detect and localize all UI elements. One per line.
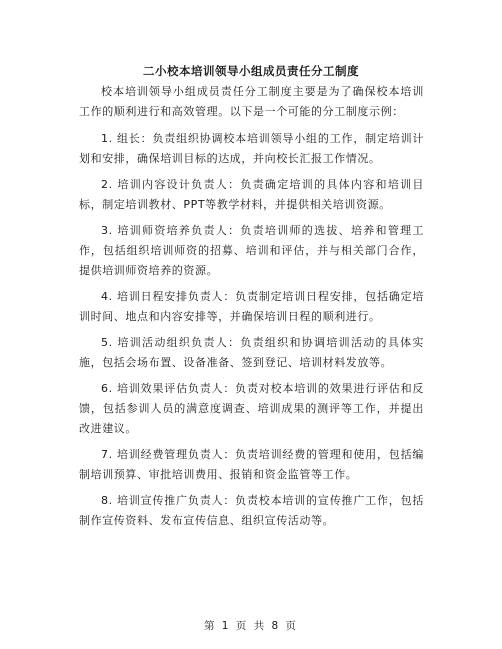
- paragraph-8-promotion: 8. 培训宣传推广负责人：负责校本培训的宣传推广工作，包括制作宣传资料、发布宣传信息、组织宣传活动等。: [79, 494, 424, 527]
- intro-paragraph: 校本培训领导小组成员责任分工制度主要是为了确保校本培训工作的顺利进行和高效管理。以下是一个可能的分工制度示例：: [79, 85, 424, 118]
- paragraph-2-content-design: 2. 培训内容设计负责人：负责确定培训的具体内容和培训目标，制定培训教材、PPT等教学材料，并提供相关培训资源。: [79, 178, 424, 211]
- paragraph-5-activity-organization: 5. 培训活动组织负责人：负责组织和协调培训活动的具体实施，包括会场布置、设备准备、签到登记、培训材料发放等。: [79, 336, 424, 369]
- paragraph-4-schedule: 4. 培训日程安排负责人：负责制定培训日程安排，包括确定培训时间、地点和内容安排等，并确保培训日程的顺利进行。: [79, 290, 424, 323]
- paragraph-6-effect-evaluation: 6. 培训效果评估负责人：负责对校本培训的效果进行评估和反馈，包括参训人员的满意度调查、培训成果的测评等工作，并提出改进建议。: [79, 382, 424, 435]
- paragraph-7-budget-management: 7. 培训经费管理负责人：负责培训经费的管理和使用，包括编制培训预算、审批培训费用、报销和资金监管等工作。: [79, 448, 424, 481]
- document-title: 二小校本培训领导小组成员责任分工制度: [143, 64, 359, 78]
- page-number-footer: 第 1 页 共 8 页: [203, 620, 299, 632]
- paragraph-1-team-leader: 1. 组长：负责组织协调校本培训领导小组的工作，制定培训计划和安排，确保培训目标的达成，并向校长汇报工作情况。: [79, 132, 424, 165]
- document-body: [79, 82, 424, 537]
- paragraph-3-trainer-development: 3. 培训师资培养负责人：负责培训师的选拔、培养和管理工作，包括组织培训师资的招募、培训和评估，并与相关部门合作，提供培训师资培养的资源。: [79, 224, 424, 277]
